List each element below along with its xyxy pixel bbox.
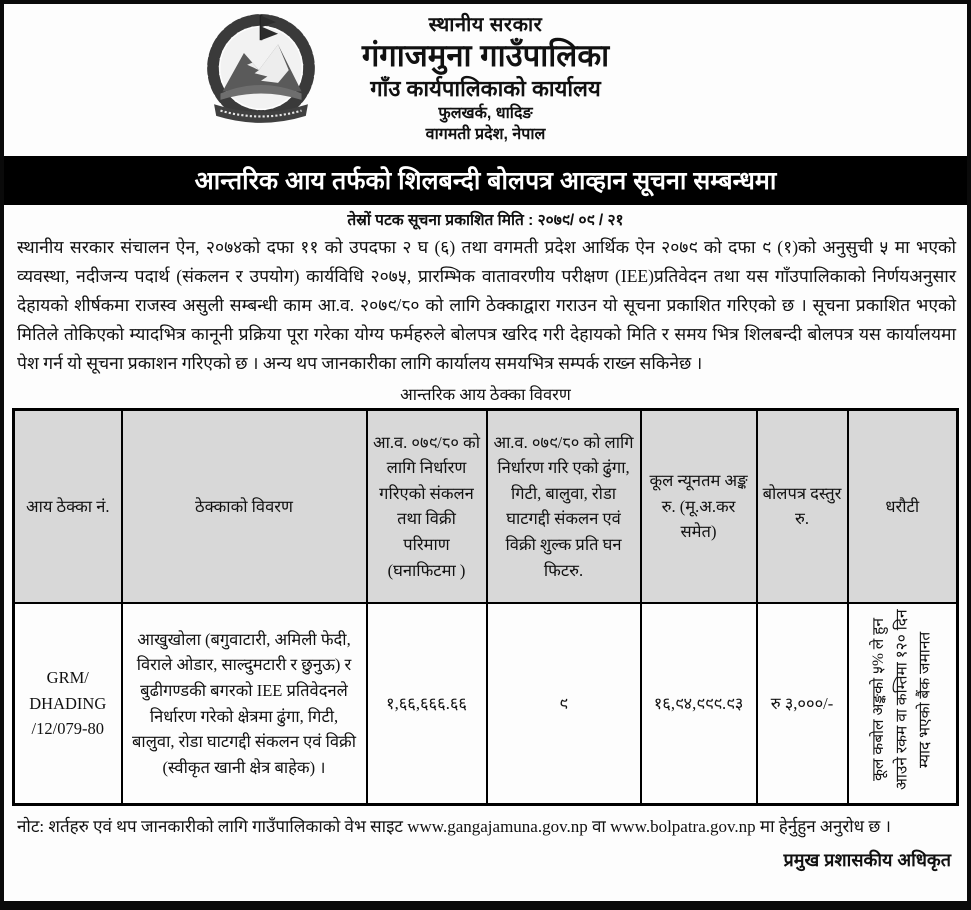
signatory-title: प्रमुख प्रशासकीय अधिकृत xyxy=(783,850,951,871)
cell-quantity: १,६६,६६६.६६ xyxy=(367,603,487,805)
municipality-name: गंगाजमुना गाउँपालिका xyxy=(361,38,610,73)
header-deposit: धरौटी xyxy=(848,410,958,603)
header-contract-no: आय ठेक्का नं. xyxy=(14,410,122,603)
cell-minimum-amount: १६,९४,९९९.९३ xyxy=(641,603,757,805)
publication-date-line: तेस्रों पटक सूचना प्रकाशित मिति : २०७९/ ०९ / २१ xyxy=(347,212,624,229)
office-name: गाँउ कार्यपालिकाको कार्यालय xyxy=(370,75,601,101)
table-header-row xyxy=(14,410,958,603)
header-minimum-amount: कूल न्यूनतम अङ्क रु. (मू.अ.कर समेत) xyxy=(641,410,757,603)
cell-deposit xyxy=(848,603,958,805)
notice-body-paragraph: स्थानीय सरकार संचालन ऐन, २०७४को दफा ११ को उपदफा २ घ (६) तथा वगमती प्रदेश आर्थिक ऐन २०७९ को दफा ९ (१)को अनुसुची ५ मा भएको व्यवस्था, नदीजन्य पदार्थ (संकलन र उपयोग) कार्यविधि २०७५, प्रारम्भिक वातावरणीय परीक्षण (IEE)प्रतिवेदन तथा यस गाँउपालिकाको निर्णयअनुसार देहायको शीर्षकमा राजस्व असुली सम्बन्धी काम आ.व. २०७९/८० को लागि ठेक्काद्वारा गराउन यो सूचना प्रकाशित गरिएको छ । सूचना प्रकाशित भएको मितिले तोकिएको म्यादभित्र कानूनी प्रक्रिया पूरा गरेका योग्य फर्महरुले बोलपत्र खरिद गरी देहायको मिति र समय भित्र शिलबन्दी बोलपत्र यस कार्यालयमा पेश गर्न यो सूचना प्रकाशन गरिएको छ । अन्य थप जानकारीका लागि कार्यालय समयभित्र सम्पर्क राख्न सकिनेछ । xyxy=(17,237,956,374)
letterhead-text xyxy=(4,10,967,146)
province-line: वागमती प्रदेश, नेपाल xyxy=(425,126,546,144)
header-rate: आ.व. ०७९/८० को लागि निर्धारण गरि एको ढुंगा, गिटी, बालुवा, रोडा घाटगद्दी संकलन एवं विक्री शुल्क प्रति घन फिटरु. xyxy=(487,410,641,603)
table-row xyxy=(14,603,958,805)
notice-title-banner: आन्तरिक आय तर्फको शिलबन्दी बोलपत्र आव्हान सूचना सम्बन्धमा xyxy=(4,156,967,205)
footer-note: नोट: शर्तहरु एवं थप जानकारीको लागि गाउँपालिकाको वेभ साइट www.gangajamuna.gov.np वा www.bolpatra.gov.np मा हेर्नुहुन अनुरोध छ । xyxy=(17,817,891,837)
header-quantity: आ.व. ०७९/८० को लागि निर्धारण गरिएको संकलन तथा विक्री परिमाण (घनाफिटमा ) xyxy=(367,410,487,603)
cell-description: आखुखोला (बगुवाटारी, अमिली फेदी, विराले ओडार, साल्दुमटारी र छुनुऊ) र बुढीगण्डकी बगरको IEE प्रतिवेदनले निर्धारण गरेको क्षेत्रमा ढुंगा, गिटी, बालुवा, रोडा घाटगद्दी संकलन एवं विक्री (स्वीकृत खानी क्षेत्र बाहेक) । xyxy=(122,603,367,805)
deposit-rotated-text: कूल कबोल अङ्कको ५% ले हुन आउने रकम वा कम्तिमा १२० दिन म्याद भएको बैंक जमानत xyxy=(870,609,934,791)
government-label: स्थानीय सरकार xyxy=(428,14,543,36)
cell-contract-no: GRM/ DHADING /12/079-80 xyxy=(14,603,122,805)
header-bid-fee: बोलपत्र दस्तुर रु. xyxy=(757,410,848,603)
cell-bid-fee: रु ३,०००/- xyxy=(757,603,848,805)
cell-rate: ९ xyxy=(487,603,641,805)
header-description: ठेक्काको विवरण xyxy=(122,410,367,603)
office-address: फुलखर्क, धादिङ xyxy=(438,105,533,123)
nepal-emblem-icon xyxy=(197,8,325,130)
table-title: आन्तरिक आय ठेक्का विवरण xyxy=(400,385,571,405)
letterhead xyxy=(4,4,967,156)
tender-details-table xyxy=(12,408,959,806)
